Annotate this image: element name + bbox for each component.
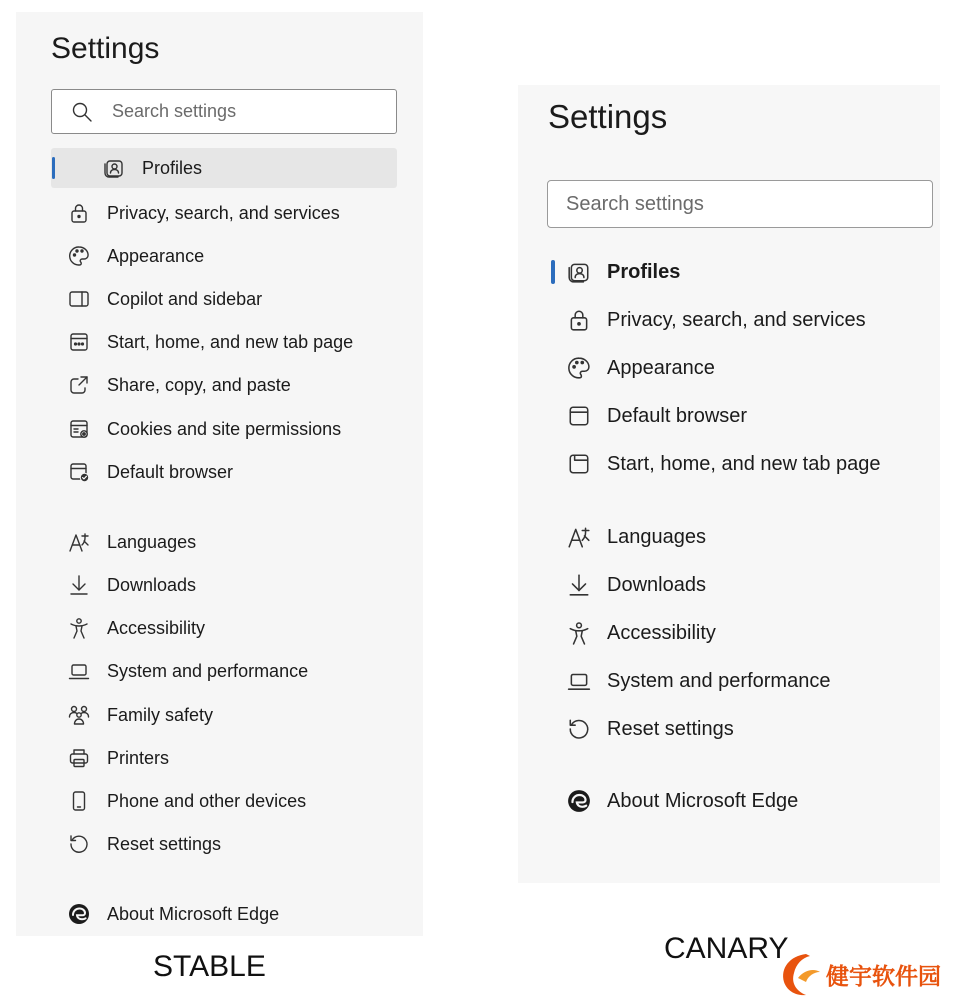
languages-icon: [567, 525, 591, 549]
palette-icon: [68, 245, 90, 267]
sidebar-item-label: Phone and other devices: [107, 791, 307, 811]
languages-icon: [68, 531, 90, 553]
sidebar-item-languages[interactable]: [16, 522, 423, 562]
sidebar-item-accessibility[interactable]: [16, 608, 423, 648]
sidebar-item-label: Reset settings: [107, 834, 222, 854]
sidebar-item-share-copy-paste[interactable]: [16, 365, 423, 405]
sidebar-item-label: Downloads: [107, 575, 197, 595]
sidebar-item-reset-settings[interactable]: [16, 824, 423, 864]
watermark-text: 健宇软件园: [826, 964, 941, 990]
family-icon: [68, 704, 90, 726]
sidebar-item-privacy[interactable]: [16, 193, 423, 233]
sidebar-item-label: Printers: [107, 748, 170, 768]
page-title: Settings: [51, 32, 160, 65]
search-box[interactable]: [547, 180, 933, 228]
sidebar-item-label: Family safety: [107, 705, 214, 725]
sidebar-item-default-browser[interactable]: [16, 452, 423, 492]
download-icon: [68, 574, 90, 596]
sidebar-item-default-browser[interactable]: [518, 394, 940, 438]
lock-icon: [567, 308, 591, 332]
default-browser-icon: [68, 461, 90, 483]
watermark-fox-icon: [798, 970, 820, 982]
accessibility-icon: [567, 621, 591, 645]
sidebar-item-about-edge[interactable]: [518, 779, 940, 823]
sidebar-item-label: Privacy, search, and services: [607, 309, 866, 331]
edge-logo-icon: [68, 903, 90, 925]
page-title: Settings: [548, 98, 668, 135]
printer-icon: [68, 747, 90, 769]
stable-settings-sidebar: [16, 12, 423, 936]
search-icon: [71, 101, 93, 123]
palette-icon: [567, 356, 591, 380]
edge-logo-icon: [567, 789, 591, 813]
sidebar-item-label: Start, home, and new tab page: [607, 453, 881, 475]
reset-icon: [68, 833, 90, 855]
profile-icon: [567, 260, 591, 284]
sidebar-item-languages[interactable]: [518, 515, 940, 559]
sidebar-item-label: Default browser: [607, 405, 748, 427]
sidebar-item-label: Copilot and sidebar: [107, 289, 263, 309]
sidebar-item-label: Accessibility: [107, 618, 206, 638]
accessibility-icon: [68, 617, 90, 639]
sidebar-item-label: Share, copy, and paste: [107, 375, 291, 395]
canary-caption: CANARY: [664, 932, 789, 965]
sidebar-item-downloads[interactable]: [16, 565, 423, 605]
sidebar-item-label: Accessibility: [607, 622, 716, 644]
browser-window-icon: [567, 404, 591, 428]
stable-caption: STABLE: [153, 950, 266, 983]
sidebar-item-profiles[interactable]: [51, 148, 397, 188]
sidebar-item-system-performance[interactable]: [518, 659, 940, 703]
active-indicator: [52, 157, 55, 179]
sidebar-item-label: Appearance: [607, 357, 715, 379]
phone-icon: [68, 790, 90, 812]
laptop-icon: [68, 660, 90, 682]
home-tab-icon: [567, 452, 591, 476]
sidebar-item-label: Reset settings: [607, 718, 734, 740]
sidebar-item-label: About Microsoft Edge: [107, 904, 280, 924]
sidebar-item-label: Default browser: [107, 462, 234, 482]
search-input[interactable]: [112, 90, 382, 133]
profile-icon: [103, 157, 125, 179]
sidebar-item-profiles[interactable]: [518, 250, 940, 294]
sidebar-item-label: System and performance: [607, 670, 831, 692]
download-icon: [567, 573, 591, 597]
search-box[interactable]: [51, 89, 397, 134]
sidebar-item-downloads[interactable]: [518, 563, 940, 607]
sidebar-icon: [68, 288, 90, 310]
share-icon: [68, 374, 90, 396]
sidebar-item-privacy[interactable]: [518, 298, 940, 342]
sidebar-item-label: Profiles: [142, 158, 203, 178]
sidebar-item-label: Languages: [107, 532, 197, 552]
sidebar-item-label: Downloads: [607, 574, 706, 596]
canary-settings-sidebar: [518, 85, 940, 883]
sidebar-item-label: Cookies and site permissions: [107, 419, 342, 439]
sidebar-item-phone-devices[interactable]: [16, 781, 423, 821]
sidebar-item-appearance[interactable]: [16, 236, 423, 276]
sidebar-item-label: Privacy, search, and services: [107, 203, 340, 223]
sidebar-item-label: Appearance: [107, 246, 205, 266]
sidebar-item-family-safety[interactable]: [16, 695, 423, 735]
search-input[interactable]: [566, 181, 916, 227]
laptop-icon: [567, 669, 591, 693]
sidebar-item-label: System and performance: [107, 661, 309, 681]
sidebar-item-system-performance[interactable]: [16, 651, 423, 691]
sidebar-item-printers[interactable]: [16, 738, 423, 778]
sidebar-item-label: Profiles: [607, 261, 681, 283]
lock-icon: [68, 202, 90, 224]
sidebar-item-start-home[interactable]: [16, 322, 423, 362]
sidebar-item-label: Start, home, and new tab page: [107, 332, 354, 352]
home-tab-icon: [68, 331, 90, 353]
sidebar-item-label: Languages: [607, 526, 706, 548]
sidebar-item-accessibility[interactable]: [518, 611, 940, 655]
cookies-permissions-icon: [68, 418, 90, 440]
sidebar-item-cookies[interactable]: [16, 409, 423, 449]
reset-icon: [567, 717, 591, 741]
active-indicator: [551, 260, 555, 284]
sidebar-item-about-edge[interactable]: [16, 894, 423, 934]
sidebar-item-reset-settings[interactable]: [518, 707, 940, 751]
sidebar-item-copilot-sidebar[interactable]: [16, 279, 423, 319]
sidebar-item-appearance[interactable]: [518, 346, 940, 390]
sidebar-item-start-home[interactable]: [518, 442, 940, 486]
sidebar-item-label: About Microsoft Edge: [607, 790, 799, 812]
watermark-logo: [776, 948, 951, 998]
